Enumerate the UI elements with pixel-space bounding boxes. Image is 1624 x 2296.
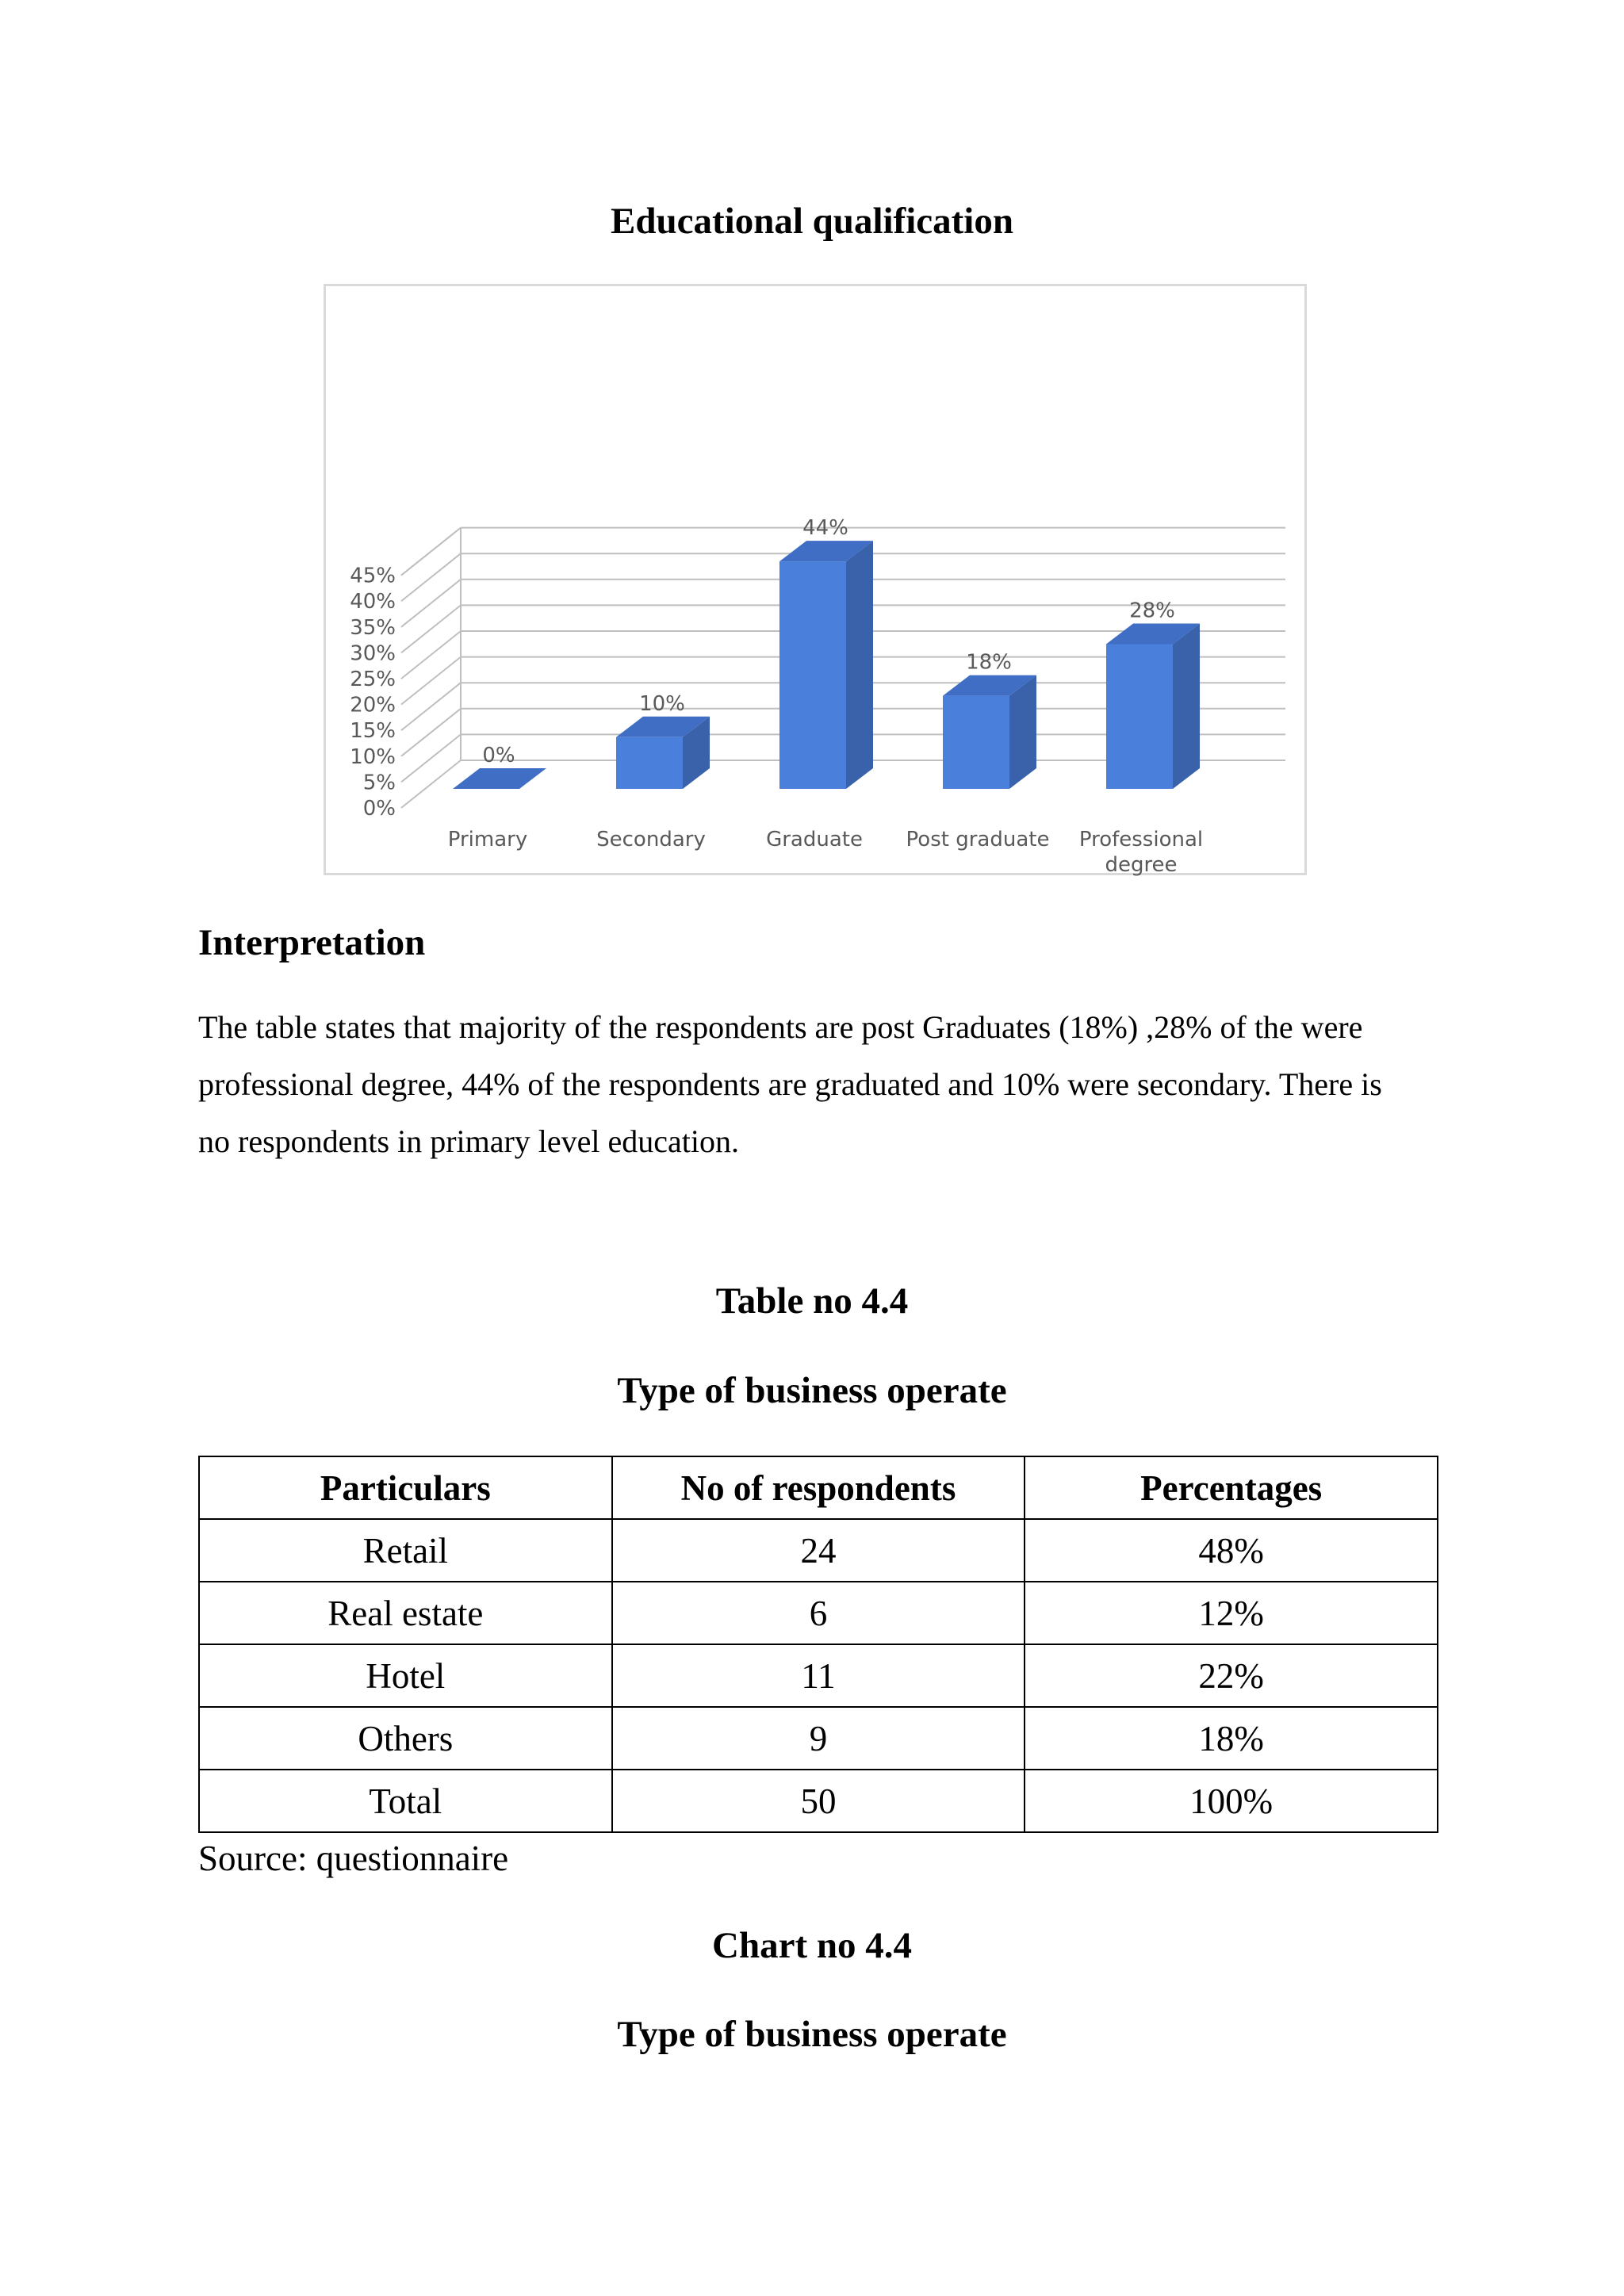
- table-row: [199, 1770, 1438, 1832]
- table-cell: 6: [612, 1582, 1025, 1644]
- data-label: 28%: [1129, 599, 1175, 623]
- gridline-side: [401, 709, 461, 756]
- bar: [779, 561, 846, 789]
- bar-side: [1173, 623, 1200, 789]
- bar-chart: [324, 284, 1307, 875]
- table-cell: 11: [612, 1644, 1025, 1707]
- gridline-side: [401, 605, 461, 652]
- table-title: Type of business operate: [617, 1370, 1007, 1411]
- table-cell: Others: [199, 1707, 612, 1770]
- table-header-row: [199, 1456, 1438, 1519]
- table-cell: Total: [199, 1770, 612, 1832]
- interpretation-line: The table states that majority of the respondents are post Graduates (18%) ,28% of the were: [198, 1009, 1363, 1045]
- x-tick-label: Graduate: [766, 828, 863, 851]
- gridline-side: [401, 553, 461, 601]
- y-tick-label: 35%: [350, 615, 396, 640]
- interpretation-title: Interpretation: [198, 922, 426, 963]
- gridline-side: [401, 631, 461, 679]
- column-header: Percentages: [1025, 1456, 1438, 1519]
- table-cell: Hotel: [199, 1644, 612, 1707]
- y-tick-label: 20%: [350, 693, 396, 718]
- table-cell: 12%: [1025, 1582, 1438, 1644]
- data-label: 0%: [482, 744, 515, 767]
- table-number: Table no 4.4: [715, 1280, 909, 1322]
- bar-top: [453, 768, 546, 789]
- bar: [616, 737, 683, 789]
- x-tick-label: Secondary: [596, 828, 706, 851]
- table-cell: 24: [612, 1519, 1025, 1582]
- table-source: Source: questionnaire: [198, 1839, 509, 1878]
- gridline-side: [401, 657, 461, 705]
- business-type-table: [198, 1456, 1438, 1833]
- bar-side: [846, 541, 873, 789]
- x-tick-label: Primary: [447, 828, 528, 851]
- y-tick-label: 45%: [350, 564, 396, 588]
- bar: [943, 696, 1009, 789]
- bar-chart-svg: [326, 286, 1309, 878]
- x-tick-label: Professional: [1078, 828, 1204, 851]
- gridline-side: [401, 580, 461, 627]
- y-tick-label: 30%: [350, 641, 396, 666]
- table-cell: Real estate: [199, 1582, 612, 1644]
- y-tick-label: 5%: [362, 771, 396, 795]
- column-header: Particulars: [199, 1456, 612, 1519]
- y-tick-label: 25%: [350, 668, 396, 691]
- chart-title: Educational qualification: [611, 201, 1013, 242]
- table-cell: 9: [612, 1707, 1025, 1770]
- table-cell: 100%: [1025, 1770, 1438, 1832]
- table-row: [199, 1644, 1438, 1707]
- y-tick-label: 10%: [350, 744, 396, 769]
- table-row: [199, 1582, 1438, 1644]
- table-cell: 22%: [1025, 1644, 1438, 1707]
- y-tick-label: 15%: [350, 719, 396, 744]
- data-label: 44%: [802, 516, 848, 541]
- next-chart-title: Type of business operate: [617, 2014, 1007, 2055]
- table-cell: 48%: [1025, 1519, 1438, 1582]
- table-cell: Retail: [199, 1519, 612, 1582]
- interpretation-line: professional degree, 44% of the respondents are graduated and 10% were secondary. There is: [198, 1066, 1382, 1102]
- table-cell: 18%: [1025, 1707, 1438, 1770]
- x-tick-label: Post graduate: [906, 828, 1050, 851]
- data-label: 10%: [639, 691, 685, 716]
- interpretation-paragraph: [198, 999, 1435, 1170]
- gridline-side: [401, 734, 461, 782]
- chart-number: Chart no 4.4: [712, 1925, 912, 1966]
- x-tick-label: degree: [1105, 853, 1178, 877]
- table-cell: 50: [612, 1770, 1025, 1832]
- column-header: No of respondents: [612, 1456, 1025, 1519]
- gridline-side: [401, 683, 461, 730]
- interpretation-line: no respondents in primary level education.: [198, 1123, 740, 1159]
- table-row: [199, 1707, 1438, 1770]
- bar: [1106, 644, 1173, 789]
- data-label: 18%: [966, 650, 1012, 675]
- gridline-side: [401, 760, 461, 808]
- y-tick-label: 40%: [350, 590, 396, 614]
- y-tick-label: 0%: [362, 797, 396, 821]
- table-row: [199, 1519, 1438, 1582]
- gridline-side: [401, 528, 461, 576]
